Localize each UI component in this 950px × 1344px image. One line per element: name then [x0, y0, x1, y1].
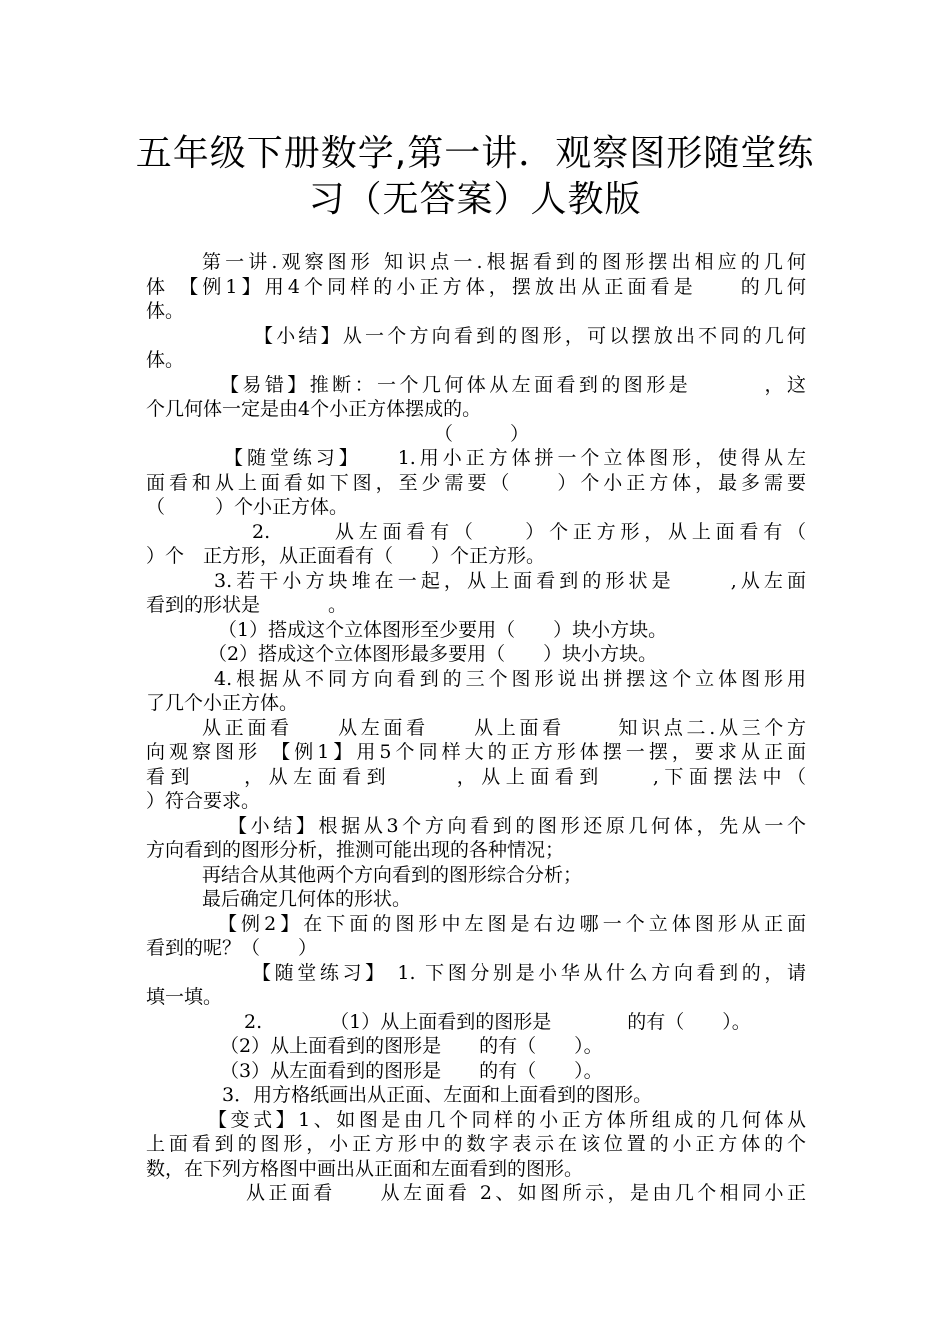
- paragraph-line: （3）从左面看到的图形是 的有（ ）。: [220, 1059, 603, 1082]
- paragraph-line: 最后确定几何体的形状。: [202, 888, 412, 910]
- paragraph-line: （1）搭成这个立体图形至少要用（ ）块小方块。: [218, 618, 668, 641]
- paragraph-line: 看到的呢？（ ）: [146, 937, 318, 959]
- paragraph-line: 【小结】根据从3个方向看到的图形还原几何体，先从一个: [228, 814, 806, 837]
- paragraph-line: 【随堂练习】 1.用小正方体拼一个立体图形，使得从左: [224, 447, 806, 469]
- paragraph-line: 第一讲.观察图形 知识点一.根据看到的图形摆出相应的几何: [202, 251, 806, 273]
- paragraph-line: 【小结】从一个方向看到的图形，可以摆放出不同的几何: [254, 324, 806, 347]
- paragraph-line: ）符合要求。: [146, 790, 261, 812]
- paragraph-line: 【随堂练习】 1. 下图分别是小华从什么方向看到的，请: [252, 961, 806, 984]
- paragraph-line: 【例2】在下面的图形中左图是右边哪一个立体图形从正面: [218, 912, 806, 935]
- paragraph-line: 看到 ，从左面看到 ，从上面看到 ,下面摆法中（: [146, 765, 806, 788]
- paragraph-line: ）个 正方形，从正面看有（ ）个正方形。: [146, 545, 546, 567]
- paragraph-line: 3．用方格纸画出从正面、左面和上面看到的图形。: [222, 1084, 653, 1106]
- paragraph-line: 面看和从上面看如下图，至少需要（ ）个小正方体，最多需要: [146, 471, 806, 494]
- paragraph-line: 4.根据从不同方向看到的三个图形说出拼摆这个立体图形用: [214, 667, 806, 690]
- paragraph-line: 方向看到的图形分析，推测可能出现的各种情况；: [146, 839, 565, 861]
- paragraph-line: 【易错】推断：一个几何体从左面看到的图形是 ，这: [220, 373, 806, 396]
- document-body: [146, 250, 806, 1206]
- paragraph-line: 再结合从其他两个方向看到的图形综合分析；: [202, 863, 583, 886]
- paragraph-line: （2）搭成这个立体图形最多要用（ ）块小方块。: [208, 643, 658, 665]
- document-title-line-1: 五年级下册数学,第一讲．观察图形随堂练: [135, 133, 815, 174]
- paragraph-line: （ ）个小正方体。: [146, 496, 349, 518]
- paragraph-line: 看到的形状是 。: [146, 594, 348, 616]
- paragraph-line: 从正面看 从左面看 从上面看 知识点二.从三个方: [202, 716, 806, 739]
- paragraph-line: 体 【例1】用4个同样的小正方体，摆放出从正面看是 的几何: [146, 275, 806, 298]
- paragraph-line: 了几个小正方体。: [146, 692, 299, 714]
- paragraph-line: 【变式】1、如图是由几个同样的小正方体所组成的几何体从: [208, 1108, 806, 1131]
- paragraph-line: 上面看到的图形，小正方形中的数字表示在该位置的小正方体的个: [146, 1133, 806, 1155]
- paragraph-line: （2）从上面看到的图形是 的有（ ）。: [220, 1035, 603, 1057]
- paragraph-line: 2. （1）从上面看到的图形是 的有（ ）。: [244, 1010, 751, 1033]
- paragraph-line: 体。: [146, 349, 185, 371]
- paragraph-line: 3.若干小方块堆在一起，从上面看到的形状是 ,从左面: [214, 569, 806, 592]
- paragraph-line: 个几何体一定是由4个小正方体摆成的。: [146, 398, 482, 420]
- paragraph-line: 数，在下列方格图中画出从正面和左面看到的图形。: [146, 1157, 584, 1180]
- paragraph-line: 2. 从左面看有（ ）个正方形，从上面看有（: [252, 520, 806, 543]
- paragraph-line: 从正面看 从左面看 2、如图所示，是由几个相同小正: [246, 1182, 806, 1204]
- paragraph-line: 填一填。: [146, 986, 223, 1008]
- paragraph-line: （ ）: [434, 422, 530, 445]
- paragraph-line: 体。: [146, 300, 185, 322]
- document-title-line-2: 习（无答案）人教版: [308, 179, 642, 220]
- paragraph-line: 向观察图形 【例1】用5个同样大的正方形体摆一摆，要求从正面: [146, 741, 806, 763]
